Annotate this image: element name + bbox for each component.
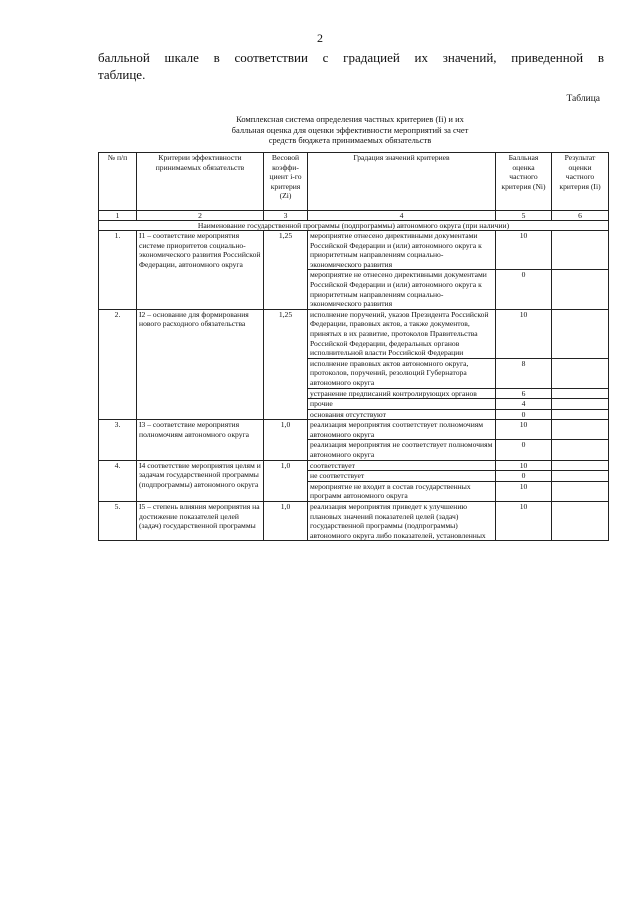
result-cell	[552, 471, 609, 482]
row-number: 5.	[99, 502, 137, 541]
gradation-cell: мероприятие отнесено директивными документами Российской Федерации и (или) автономного округа к приоритетным направлениям социально-экономического развития	[308, 231, 496, 270]
col-number: 3	[264, 211, 308, 221]
program-row	[99, 221, 609, 231]
gradation-cell: исполнение поручений, указов Президента Российской Федерации, правовых актов, а также документов, принятых в их развитие, протоколов Правительства Российской Федерации, федеральных органов исполнительной власти Российской Федерации	[308, 309, 496, 358]
caption-line-1: Комплексная система определения частных критериев (Ii) и их	[236, 114, 464, 124]
gradation-cell: прочие	[308, 399, 496, 410]
result-cell	[552, 440, 609, 460]
weight-cell: 1,0	[264, 460, 308, 501]
row-number: 2.	[99, 309, 137, 420]
result-cell	[552, 388, 609, 399]
result-cell	[552, 270, 609, 309]
criteria-table	[98, 152, 609, 541]
criteria-row	[99, 420, 609, 440]
row-number: 1.	[99, 231, 137, 310]
weight-cell: 1,0	[264, 420, 308, 460]
score-cell: 10	[496, 231, 552, 270]
col-number: 6	[552, 211, 609, 221]
score-cell: 0	[496, 471, 552, 482]
criterion-cell: I5 – степень влияния мероприятия на достижение показателей целей (задач) государственной программы	[137, 502, 264, 541]
result-cell	[552, 460, 609, 471]
header-num: № п/п	[99, 153, 137, 211]
criteria-row	[99, 460, 609, 471]
col-number: 4	[308, 211, 496, 221]
score-cell: 0	[496, 440, 552, 460]
column-number-row	[99, 211, 609, 221]
intro-line-1: балльной шкале в соответствии с градацией их значений, приведенной в	[98, 50, 604, 65]
gradation-cell: реализация мероприятия приведет к улучшению плановых значений показателей целей (задач) государственной программы (подпрограммы) автономного округа либо показателей, установленных	[308, 502, 496, 541]
gradation-cell: исполнение правовых актов автономного округа, протоколов, поручений, резолюций Губернатора автономного округа	[308, 358, 496, 388]
criterion-cell: I1 – соответствие мероприятия системе приоритетов социально-экономического развития Российской Федерации, автономного округа	[137, 231, 264, 310]
gradation-cell: мероприятие не отнесено директивными документами Российской Федерации и (или) автономного округа к приоритетным направлениям социально-экономического развития	[308, 270, 496, 309]
col-number: 2	[137, 211, 264, 221]
weight-cell: 1,25	[264, 231, 308, 310]
gradation-cell: устранение предписаний контролирующих органов	[308, 388, 496, 399]
criterion-cell: I4 соответствие мероприятия целям и задачам государственной программы (подпрограммы) автономного округа	[137, 460, 264, 501]
result-cell	[552, 420, 609, 440]
score-cell: 0	[496, 409, 552, 420]
criteria-row	[99, 502, 609, 541]
criterion-cell: I3 – соответствие мероприятия полномочиям автономного округа	[137, 420, 264, 460]
score-cell: 6	[496, 388, 552, 399]
result-cell	[552, 358, 609, 388]
result-cell	[552, 309, 609, 358]
weight-cell: 1,0	[264, 502, 308, 541]
score-cell: 10	[496, 420, 552, 440]
score-cell: 10	[496, 502, 552, 541]
intro-line-2: таблице.	[98, 67, 146, 82]
criteria-row	[99, 231, 609, 270]
result-cell	[552, 502, 609, 541]
score-cell: 10	[496, 309, 552, 358]
header-score: Балльная оценка частного критерия (Ni)	[496, 153, 552, 211]
header-weight: Весовой коэффи-циент i-го критерия (Zi)	[264, 153, 308, 211]
program-name-cell: Наименование государственной программы (подпрограммы) автономного округа (при наличии)	[99, 221, 609, 231]
criteria-row	[99, 309, 609, 358]
caption-line-3: средств бюджета принимаемых обязательств	[268, 135, 432, 145]
header-criteria: Критерии эффективности принимаемых обязательств	[137, 153, 264, 211]
criterion-cell: I2 – основание для формирования нового расходного обязательства	[137, 309, 264, 420]
result-cell	[552, 231, 609, 270]
gradation-cell: реализация мероприятия соответствует полномочиям автономного округа	[308, 420, 496, 440]
header-row	[99, 153, 609, 211]
header-result: Результат оценки частного критерия (Ii)	[552, 153, 609, 211]
table-caption	[150, 114, 550, 146]
row-number: 3.	[99, 420, 137, 460]
score-cell: 8	[496, 358, 552, 388]
result-cell	[552, 481, 609, 501]
score-cell: 4	[496, 399, 552, 410]
result-cell	[552, 399, 609, 410]
table-label: Таблица	[566, 94, 600, 104]
gradation-cell: мероприятие не входит в состав государственных программ автономного округа	[308, 481, 496, 501]
col-number: 5	[496, 211, 552, 221]
gradation-cell: не соответствует	[308, 471, 496, 482]
score-cell: 0	[496, 270, 552, 309]
row-number: 4.	[99, 460, 137, 501]
intro-paragraph	[98, 49, 604, 83]
score-cell: 10	[496, 481, 552, 501]
col-number: 1	[99, 211, 137, 221]
weight-cell: 1,25	[264, 309, 308, 420]
gradation-cell: реализация мероприятия не соответствует полномочиям автономного округа	[308, 440, 496, 460]
gradation-cell: основания отсутствуют	[308, 409, 496, 420]
page-number: 2	[317, 31, 323, 45]
result-cell	[552, 409, 609, 420]
gradation-cell: соответствует	[308, 460, 496, 471]
score-cell: 10	[496, 460, 552, 471]
caption-line-2: балльная оценка для оценки эффективности мероприятий за счет	[231, 124, 469, 135]
header-gradation: Градация значений критериев	[308, 153, 496, 211]
